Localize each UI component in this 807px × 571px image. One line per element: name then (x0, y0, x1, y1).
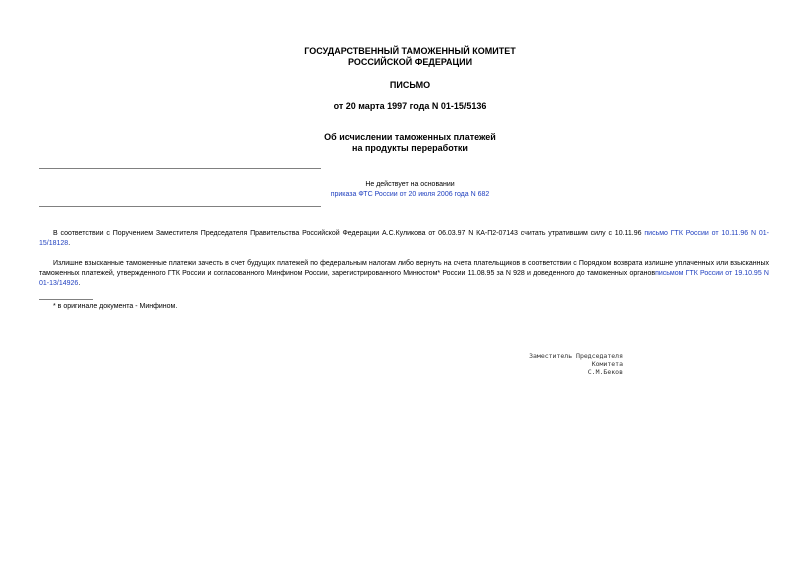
paragraph-1-text: В соответствии с Поручением Заместителя Председателя Правительства Российской Федерации А.С.Куликова от 06.03.97 N КА-П2-07143 считать утратившим силу с 10.11.96 (53, 230, 645, 237)
paragraph-2-link[interactable]: письмом ГТК России от 19.10.95 N 01-13/14926 (39, 270, 769, 287)
paragraph-2-text: Излишне взысканные таможенные платежи зачесть в счет будущих платежей по федеральным налогам либо вернуть на счета плательщиков в соответствии с Порядком возврата излишне уплаченных или взысканных таможенных платежей, утвержденного ГТК России и согласованного Минфином России, зарегистрированного Минюстом* России 11.08.95 за N 928 и доведенного до таможенных органов (39, 260, 769, 277)
paragraph-1 (39, 229, 769, 249)
paragraph-2 (39, 259, 769, 289)
doc-subject-line2: на продукты переработки (352, 143, 468, 153)
doc-type: ПИСЬМО (389, 80, 431, 90)
signature-org: Комитета (591, 360, 623, 368)
doc-subject-line1: Об исчислении таможенных платежей (324, 132, 496, 142)
signature-position: Заместитель Председателя (529, 352, 623, 360)
paragraph-1-link[interactable]: письмо ГТК России от 10.11.96 N 01-15/18128 (39, 230, 769, 247)
footnote: * в оригинале документа - Минфином. (53, 303, 178, 310)
status-rule-top (39, 168, 321, 169)
paragraph-1-end: . (68, 240, 71, 247)
signature-block (480, 352, 623, 376)
org-name (200, 46, 620, 68)
doc-subject (200, 132, 620, 154)
paragraph-2-end: . (78, 280, 81, 287)
status-note-link[interactable]: приказа ФТС России от 20 июля 2006 года N 682 (330, 191, 490, 198)
org-name-line2: РОССИЙСКОЙ ФЕДЕРАЦИИ (347, 57, 473, 67)
status-note-text: Не действует на основании (365, 181, 455, 188)
footnote-rule (39, 299, 93, 300)
org-name-line1: ГОСУДАРСТВЕННЫЙ ТАМОЖЕННЫЙ КОМИТЕТ (304, 46, 516, 56)
status-rule-bottom (39, 206, 321, 207)
status-note (250, 180, 570, 200)
doc-date-number: от 20 марта 1997 года N 01-15/5136 (333, 101, 487, 111)
signature-name: С.М.Беков (587, 368, 623, 376)
